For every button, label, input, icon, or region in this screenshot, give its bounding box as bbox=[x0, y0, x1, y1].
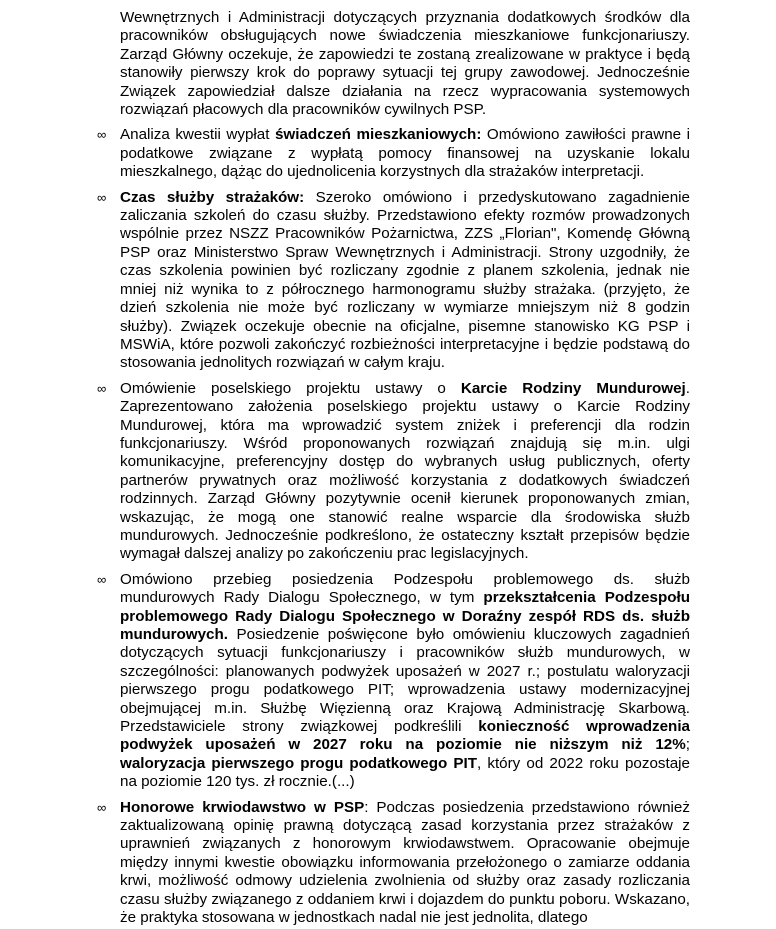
text-run: Wewnętrznych i Administracji dotyczących przyznania dodatkowych środków dla pracowników obsługujących nowe świadczenia mieszkaniowe funkcjonariuszy. Zarząd Główny oczekuje, że zapowiedzi te zostaną zrealizowane w praktyce i będą stanowiły pierwszy krok do poprawy sytuacji tej grupy zawodowej. Jednocześnie Związek zapowiedział dalsze działania na rzecz wypracowania systemowych rozwiązań płacowych dla pracowników cywilnych PSP. bbox=[120, 9, 690, 119]
bullet-marker-infinity-icon: ∞ bbox=[97, 127, 107, 143]
bullet-marker-infinity-icon: ∞ bbox=[97, 189, 107, 205]
text-run: Omówiono zawiłości prawne i podatkowe związane z wypłatą pomocy finansowej na uzyskanie lokalu mieszkalnego, dążąc do ujednolicenia korzystnych dla strażaków interpretacji. bbox=[120, 126, 690, 181]
text-run: Omówiono przebieg posiedzenia Podzespołu problemowego ds. służb mundurowych Rady Dialogu Społecznego, w tym bbox=[120, 570, 690, 607]
text-run: : Podczas posiedzenia przedstawiono również zaktualizowaną opinię prawną dotyczącą zasad korzystania przez strażaków z uprawnień związanych z honorowym krwiodawstwem. Opracowanie obejmuje między innymi kwestie obowiązku informowania przełożonego o zamiarze oddania krwi, możliwość odmowy udzielenia zwolnienia od służby oraz zasady rozliczania czasu służby związanego z oddaniem krwi i dojazdem do punktu poboru. Wskazano, że praktyka stosowana w jednostkach nadal nie jest jednolita, dlatego bbox=[120, 798, 690, 927]
bullet-item bbox=[97, 798, 690, 928]
bullet-item bbox=[97, 379, 690, 564]
paragraph bbox=[120, 9, 690, 119]
text-run: Karcie Rodziny Mundurowej bbox=[460, 379, 686, 397]
bullet-marker-infinity-icon: ∞ bbox=[97, 799, 107, 815]
text-column bbox=[97, 9, 690, 928]
text-run: świadczeń mieszkaniowych: bbox=[274, 126, 482, 144]
bullet-marker-infinity-icon: ∞ bbox=[97, 380, 107, 396]
text-run: waloryzacja pierwszego progu podatkowego PIT bbox=[120, 754, 477, 772]
text-run: Szeroko omówiono i przedyskutowano zagadnienie zaliczania szkoleń do czasu służby. Przedstawiono efekty rozmów prowadzonych wspólnie przez NSZZ Pracowników Pożarnictwa, ZZS „Florian", Komendę Główną PSP oraz Ministerstwo Spraw Wewnętrznych i Administracji. Strony uzgodniły, że czas szkolenia powinien być rozliczany zgodnie z planem szkolenia, jednak nie mniej niż wynika to z półrocznego harmonogramu służby strażaka. (przyjęto, że dzień szkolenia nie może być rozliczany w wymiarze mniejszym niż 8 godzin służby). Związek oczekuje obecnie na oficjalne, pisemne stanowisko KG PSP i MSWiA, które pozwoli zakończyć rozbieżności interpretacyjne i będzie podstawą do stosowania jednolitych rozwiązań w całym kraju. bbox=[120, 188, 690, 372]
text-run: ; bbox=[685, 736, 690, 754]
text-run: , który od 2022 roku pozostaje na poziomie 120 tys. zł rocznie.(...) bbox=[120, 754, 690, 791]
text-run: Omówienie poselskiego projektu ustawy o bbox=[120, 379, 461, 397]
text-run: przekształcenia Podzespołu problemowego Rady Dialogu Społecznego w Doraźny zespół RDS ds. służb mundurowych. bbox=[120, 589, 690, 643]
bullet-marker-infinity-icon: ∞ bbox=[97, 571, 107, 587]
text-run: Honorowe krwiodawstwo w PSP bbox=[120, 798, 365, 816]
text-run: Czas służby strażaków: bbox=[120, 188, 305, 206]
text-run: . Zaprezentowano założenia poselskiego projektu ustawy o Karcie Rodziny Mundurowej, która ma wprowadzić system zniżek i preferencji dla rodzin funkcjonariuszy. Wśród proponowanych rozwiązań znajdują się m.in. ulgi komunikacyjne, preferencyjny dostęp do wybranych usług publicznych, oferty partnerów prywatnych oraz możliwość korzystania z dodatkowych świadczeń rodzinnych. Zarząd Główny pozytywnie ocenił kierunek proponowanych zmian, wskazując, że mogą one stanowić realne wsparcie dla środowiska służb mundurowych. Jednocześnie podkreślono, że ostateczny kształt przepisów będzie wymagał dalszej analizy po zakończeniu prac legislacyjnych. bbox=[120, 379, 690, 563]
bullet-item bbox=[97, 126, 690, 181]
text-run: konieczność wprowadzenia podwyżek uposażeń w 2027 roku na poziomie nie niższym niż 12% bbox=[120, 718, 690, 754]
text-run: Analiza kwestii wypłat bbox=[120, 126, 275, 144]
bullet-item bbox=[97, 570, 690, 792]
text-run: Posiedzenie poświęcone było omówieniu kluczowych zagadnień dotyczących sytuacji funkcjonariuszy i pracowników służb mundurowych, w szczególności: planowanych podwyżek uposażeń w 2027 r.; postulatu waloryzacji pierwszego progu podatkowego PIT; wprowadzenia ustawy modernizacyjnej obejmującej m.in. Służbę Więzienną oraz Krajową Administrację Skarbową. Przedstawiciele strony związkowej podkreślili bbox=[120, 626, 690, 736]
bullet-item bbox=[97, 188, 690, 373]
